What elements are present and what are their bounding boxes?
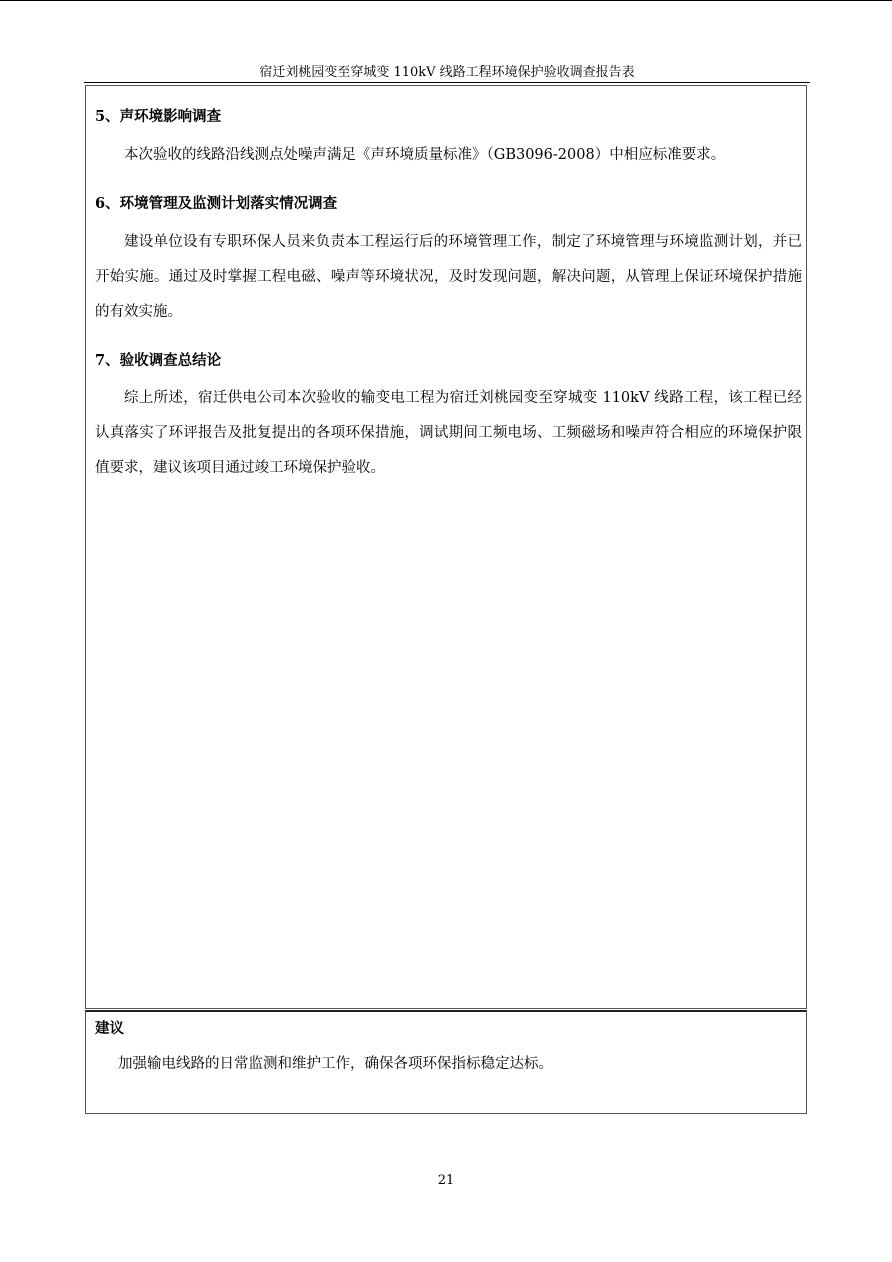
advice-text: 加强输电线路的日常监测和维护工作，确保各项环保指标稳定达标。	[118, 1056, 553, 1072]
section-7-text: 综上所述，宿迁供电公司本次验收的输变电工程为宿迁刘桃园变至穿城变 110kV 线路工程，该工程已经认真落实了环评报告及批复提出的各项环保措施，调试期间工频电场、工频磁场和噪声符合相应的环境保护限值要求，建议该项目通过竣工环境保护验收。	[95, 390, 802, 476]
section-5-heading: 5、声环境影响调查	[95, 108, 222, 125]
page-top-border	[0, 0, 892, 1]
header-rule	[84, 82, 810, 83]
section-6-heading: 6、环境管理及监测计划落实情况调查	[95, 195, 338, 212]
report-header-title: 宿迁刘桃园变至穿城变 110kV 线路工程环境保护验收调查报告表	[259, 65, 635, 80]
section-5-text: 本次验收的线路沿线测点处噪声满足《声环境质量标准》（GB3096-2008）中相应标准要求。	[124, 147, 726, 163]
report-content-box	[85, 85, 807, 1009]
page-number: 21	[437, 1173, 455, 1188]
section-6-text: 建设单位设有专职环保人员来负责本工程运行后的环境管理工作，制定了环境管理与环境监测计划，并已开始实施。通过及时掌握工程电磁、噪声等环境状况，及时发现问题，解决问题，从管理上保证环境保护措施的有效实施。	[95, 234, 802, 320]
advice-heading: 建议	[95, 1020, 124, 1037]
section-7-heading: 7、验收调查总结论	[95, 352, 222, 369]
